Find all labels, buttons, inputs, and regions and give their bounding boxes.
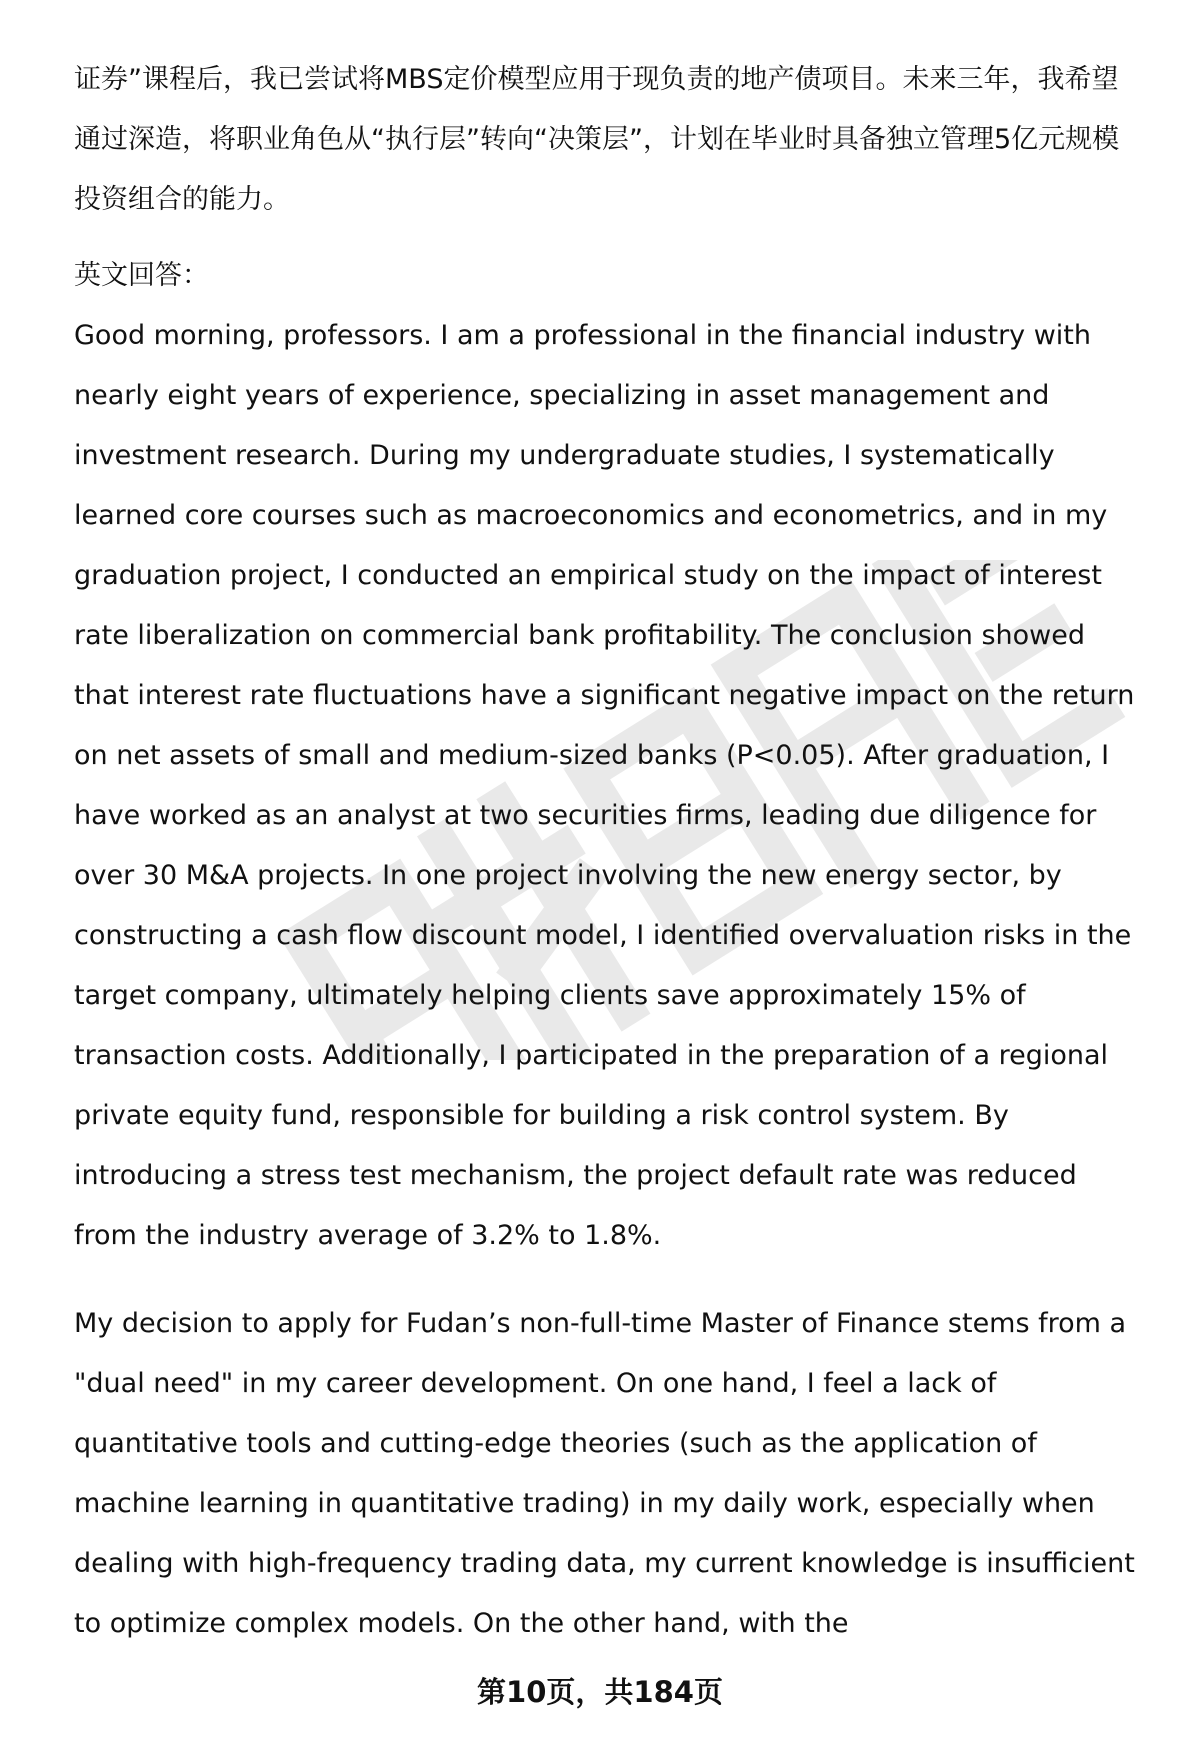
page-number-footer: 第10页，共184页 <box>477 1675 723 1709</box>
document-body <box>74 50 1140 1654</box>
english-paragraph-1: Good morning, professors. I am a professional in the financial industry with nearly eight years of experience, specializing in asset management and investment research. During my undergraduate studies, I systematically learned core courses such as macroeconomics and econometrics, and in my graduation project, I conducted an empirical study on the impact of interest rate liberalization on commercial bank profitability. The conclusion showed that interest rate fluctuations have a significant negative impact on the return on net assets of small and medium-sized banks (P<0.05). After graduation, I have worked as an analyst at two securities firms, leading due diligence for over 30 M&A projects. In one project involving the new energy sector, by constructing a cash flow discount model, I identified overvaluation risks in the target company, ultimately helping clients save approximately 15% of transaction costs. Additionally, I participated in the preparation of a regional private equity fund, responsible for building a risk control system. By introducing a stress test mechanism, the project default rate was reduced from the industry average of 3.2% to 1.8%. <box>74 320 1135 1251</box>
chinese-paragraph: 证券”课程后，我已尝试将MBS定价模型应用于现负责的地产债项目。未来三年，我希望通过深造，将职业角色从“执行层”转向“决策层”，计划在毕业时具备独立管理5亿元规模投资组合的能力。 <box>74 64 1120 215</box>
english-answer-label: 英文回答： <box>74 260 209 291</box>
english-paragraph-2: My decision to apply for Fudan’s non-full-time Master of Finance stems from a "dual need" in my career development. On one hand, I feel a lack of quantitative tools and cutting-edge theories (such as the application of machine learning in quantitative trading) in my daily work, especially when dealing with high-frequency trading data, my current knowledge is insufficient to optimize complex models. On the other hand, with the <box>74 1308 1135 1639</box>
